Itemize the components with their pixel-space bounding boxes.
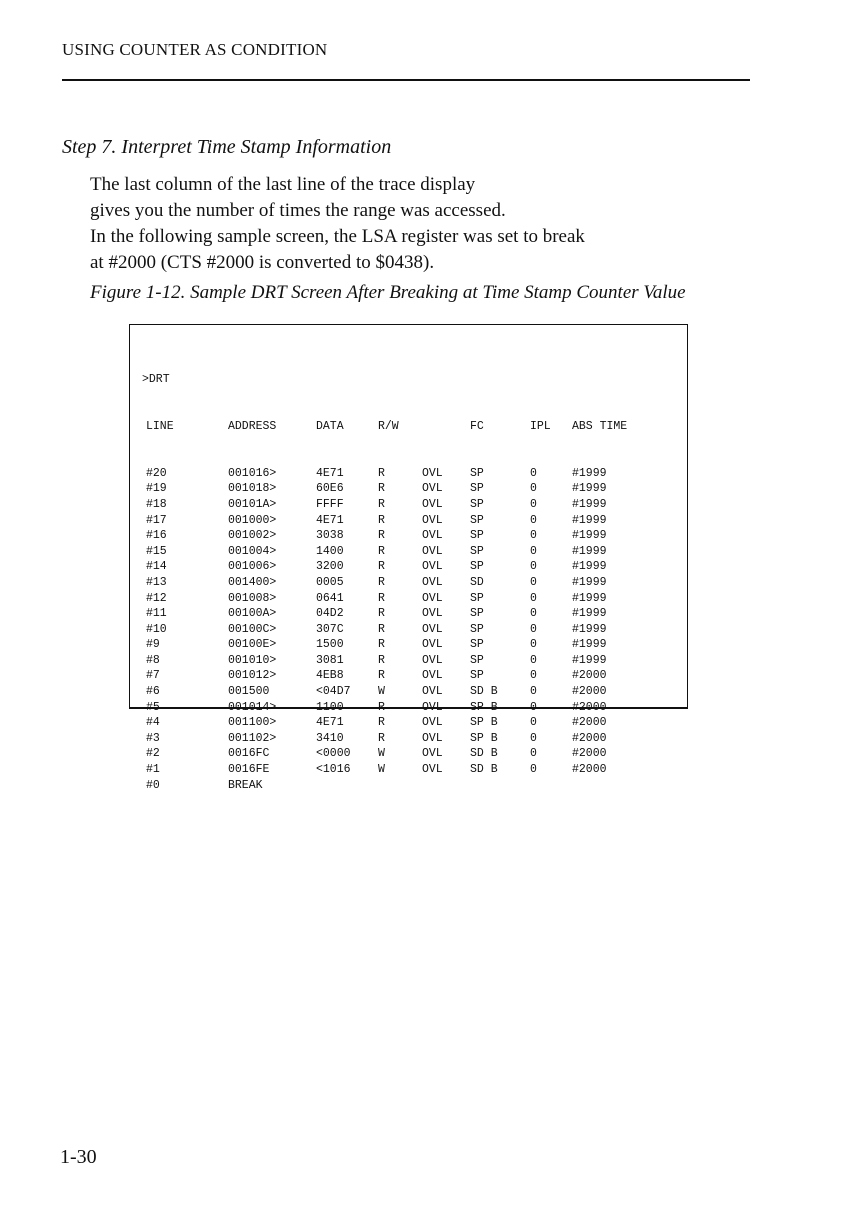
cell-ipl: 0 [530,685,537,699]
body-paragraph [90,172,585,276]
paragraph-line: The last column of the last line of the trace display [90,174,476,195]
cell-line: #4 [146,716,160,730]
cell-ovl: OVL [422,653,443,667]
cell-line: #15 [146,544,167,558]
cell-address: 0016FE [228,763,270,777]
trace-row [142,653,662,669]
cell-ipl: 0 [530,529,537,543]
trace-header-row [142,419,662,435]
cell-fc: SP [470,622,484,636]
cell-rw: W [378,747,385,761]
cell-ipl: 0 [530,700,537,714]
cell-data: 4E71 [316,716,344,730]
cell-address: 00100C> [228,622,277,636]
trace-row [142,513,662,529]
cell-ovl [422,778,470,794]
screen-prompt [142,372,662,388]
cell-data: 1100 [316,700,344,714]
cell-rw: W [378,763,385,777]
drt-screen [142,341,662,793]
cell-data: 3410 [316,731,344,745]
cell-abs-time: #1999 [572,575,607,589]
cell-data: 0641 [316,591,344,605]
cell-rw: R [378,653,385,667]
cell-fc: SD B [470,685,498,699]
cell-fc: SP [470,529,484,543]
cell-address: 001500 [228,685,270,699]
paragraph-line: gives you the number of times the range was accessed. [90,200,506,221]
cell-data: 3081 [316,653,344,667]
cell-line: #6 [146,685,160,699]
trace-row [142,528,662,544]
cell-line: #10 [146,622,167,636]
header-ipl: IPL [530,419,551,433]
cell-data: 3200 [316,560,344,574]
cell-ovl: OVL [422,466,443,480]
cell-ipl: 0 [530,731,537,745]
trace-row [142,700,662,716]
cell-data: <04D7 [316,685,351,699]
cell-data: 04D2 [316,607,344,621]
cell-abs-time: #2000 [572,747,607,761]
cell-ipl: 0 [530,497,537,511]
prompt-text: >DRT [142,373,170,387]
cell-data: 1400 [316,544,344,558]
cell-ovl: OVL [422,544,443,558]
trace-row [142,466,662,482]
cell-line: #13 [146,575,167,589]
trace-row [142,684,662,700]
cell-ipl: 0 [530,513,537,527]
cell-data: 307C [316,622,344,636]
cell-fc: SD [470,575,484,589]
cell-abs-time [572,778,662,794]
header-data: DATA [316,419,344,433]
cell-address: 001002> [228,529,277,543]
cell-fc: SD B [470,747,498,761]
figure-caption: Figure 1-12. Sample DRT Screen After Breaking at Time Stamp Counter Value [90,282,686,303]
cell-abs-time: #1999 [572,529,607,543]
cell-ovl: OVL [422,638,443,652]
cell-data [316,778,378,794]
cell-ovl: OVL [422,716,443,730]
cell-abs-time: #2000 [572,731,607,745]
cell-abs-time: #1999 [572,560,607,574]
cell-rw: R [378,638,385,652]
cell-line: #16 [146,529,167,543]
cell-data: <0000 [316,747,351,761]
cell-line: #5 [146,700,160,714]
paragraph-line: at #2000 (CTS #2000 is converted to $0438). [90,252,435,273]
header-ovl [422,419,470,435]
cell-fc: SP B [470,700,498,714]
header-address: ADDRESS [228,419,277,433]
cell-rw: R [378,575,385,589]
cell-fc: SP [470,653,484,667]
cell-line: #0 [146,778,160,792]
cell-ovl: OVL [422,497,443,511]
cell-ovl: OVL [422,700,443,714]
cell-data: 3038 [316,529,344,543]
cell-line: #8 [146,653,160,667]
cell-ipl: 0 [530,747,537,761]
cell-fc: SP [470,544,484,558]
cell-ipl: 0 [530,622,537,636]
cell-ovl: OVL [422,482,443,496]
cell-line: #19 [146,482,167,496]
cell-data: <1016 [316,763,351,777]
cell-address: 001100> [228,716,277,730]
cell-ovl: OVL [422,560,443,574]
header-fc: FC [470,419,484,433]
cell-rw: R [378,731,385,745]
cell-abs-time: #1999 [572,513,607,527]
cell-address: 001014> [228,700,277,714]
trace-row [142,481,662,497]
cell-address: 001010> [228,653,277,667]
cell-ipl: 0 [530,669,537,683]
cell-fc: SP [470,591,484,605]
cell-data: 0005 [316,575,344,589]
cell-rw [378,778,422,794]
trace-row [142,746,662,762]
cell-address: 001012> [228,669,277,683]
cell-line: #1 [146,763,160,777]
cell-ipl: 0 [530,763,537,777]
cell-rw: R [378,716,385,730]
cell-data: 1500 [316,638,344,652]
trace-row [142,637,662,653]
cell-ipl: 0 [530,653,537,667]
drt-screen-frame [129,324,688,792]
cell-ovl: OVL [422,747,443,761]
cell-line: #2 [146,747,160,761]
cell-abs-time: #2000 [572,700,607,714]
cell-ipl: 0 [530,607,537,621]
paragraph-line: In the following sample screen, the LSA register was set to break [90,226,585,247]
cell-rw: R [378,544,385,558]
cell-address: 001400> [228,575,277,589]
cell-ovl: OVL [422,622,443,636]
cell-ipl: 0 [530,560,537,574]
cell-ovl: OVL [422,529,443,543]
cell-rw: R [378,700,385,714]
cell-data: 4E71 [316,466,344,480]
cell-abs-time: #1999 [572,591,607,605]
cell-data: 4E71 [316,513,344,527]
cell-data: FFFF [316,497,344,511]
cell-fc: SP [470,638,484,652]
trace-row [142,622,662,638]
page-number: 1-30 [60,1146,97,1168]
cell-address: 00100E> [228,638,277,652]
cell-ovl: OVL [422,513,443,527]
cell-address: BREAK [228,778,263,792]
cell-line: #3 [146,731,160,745]
cell-rw: R [378,482,385,496]
cell-abs-time: #2000 [572,685,607,699]
cell-abs-time: #1999 [572,544,607,558]
trace-row [142,575,662,591]
cell-abs-time: #1999 [572,638,607,652]
cell-ipl: 0 [530,482,537,496]
cell-fc: SP B [470,731,498,745]
cell-rw: R [378,560,385,574]
cell-line: #12 [146,591,167,605]
cell-line: #18 [146,497,167,511]
trace-row [142,731,662,747]
trace-row [142,668,662,684]
cell-fc: SP [470,669,484,683]
cell-address: 001004> [228,544,277,558]
trace-row [142,559,662,575]
cell-address: 001016> [228,466,277,480]
cell-ipl: 0 [530,591,537,605]
trace-row [142,778,662,794]
header-abs-time: ABS TIME [572,419,628,433]
cell-rw: R [378,607,385,621]
cell-fc: SP [470,497,484,511]
header-rule [62,79,750,81]
cell-address: 00101A> [228,497,277,511]
cell-rw: R [378,529,385,543]
cell-line: #11 [146,607,167,621]
cell-data: 60E6 [316,482,344,496]
cell-fc: SP [470,513,484,527]
cell-fc: SP [470,607,484,621]
cell-rw: R [378,466,385,480]
cell-ipl [530,778,572,794]
cell-address: 00100A> [228,607,277,621]
trace-row [142,591,662,607]
cell-ovl: OVL [422,607,443,621]
cell-address: 001008> [228,591,277,605]
cell-rw: R [378,622,385,636]
trace-row [142,715,662,731]
cell-rw: R [378,497,385,511]
cell-ipl: 0 [530,716,537,730]
cell-abs-time: #1999 [572,653,607,667]
cell-abs-time: #2000 [572,669,607,683]
cell-abs-time: #1999 [572,607,607,621]
trace-row [142,762,662,778]
running-header: USING COUNTER AS CONDITION [62,40,328,59]
cell-line: #17 [146,513,167,527]
cell-fc: SD B [470,763,498,777]
cell-abs-time: #1999 [572,482,607,496]
cell-ipl: 0 [530,466,537,480]
step-title: Step 7. Interpret Time Stamp Information [62,136,392,158]
cell-line: #7 [146,669,160,683]
cell-line: #9 [146,638,160,652]
cell-fc: SP [470,466,484,480]
cell-rw: R [378,669,385,683]
cell-address: 0016FC [228,747,270,761]
cell-ipl: 0 [530,575,537,589]
cell-fc: SP [470,560,484,574]
cell-address: 001018> [228,482,277,496]
cell-ovl: OVL [422,763,443,777]
cell-ovl: OVL [422,669,443,683]
cell-ovl: OVL [422,575,443,589]
cell-data: 4EB8 [316,669,344,683]
header-line: LINE [146,419,174,433]
cell-fc [470,778,530,794]
cell-ipl: 0 [530,544,537,558]
cell-rw: R [378,591,385,605]
cell-line: #20 [146,466,167,480]
cell-ipl: 0 [530,638,537,652]
cell-abs-time: #2000 [572,716,607,730]
cell-address: 001102> [228,731,277,745]
cell-ovl: OVL [422,685,443,699]
cell-ovl: OVL [422,591,443,605]
cell-abs-time: #1999 [572,622,607,636]
cell-abs-time: #2000 [572,763,607,777]
cell-abs-time: #1999 [572,466,607,480]
cell-fc: SP [470,482,484,496]
cell-fc: SP B [470,716,498,730]
cell-line: #14 [146,560,167,574]
cell-address: 001000> [228,513,277,527]
cell-abs-time: #1999 [572,497,607,511]
trace-row [142,606,662,622]
cell-rw: W [378,685,385,699]
trace-row [142,497,662,513]
cell-rw: R [378,513,385,527]
header-rw: R/W [378,419,399,433]
cell-address: 001006> [228,560,277,574]
trace-row [142,544,662,560]
cell-ovl: OVL [422,731,443,745]
